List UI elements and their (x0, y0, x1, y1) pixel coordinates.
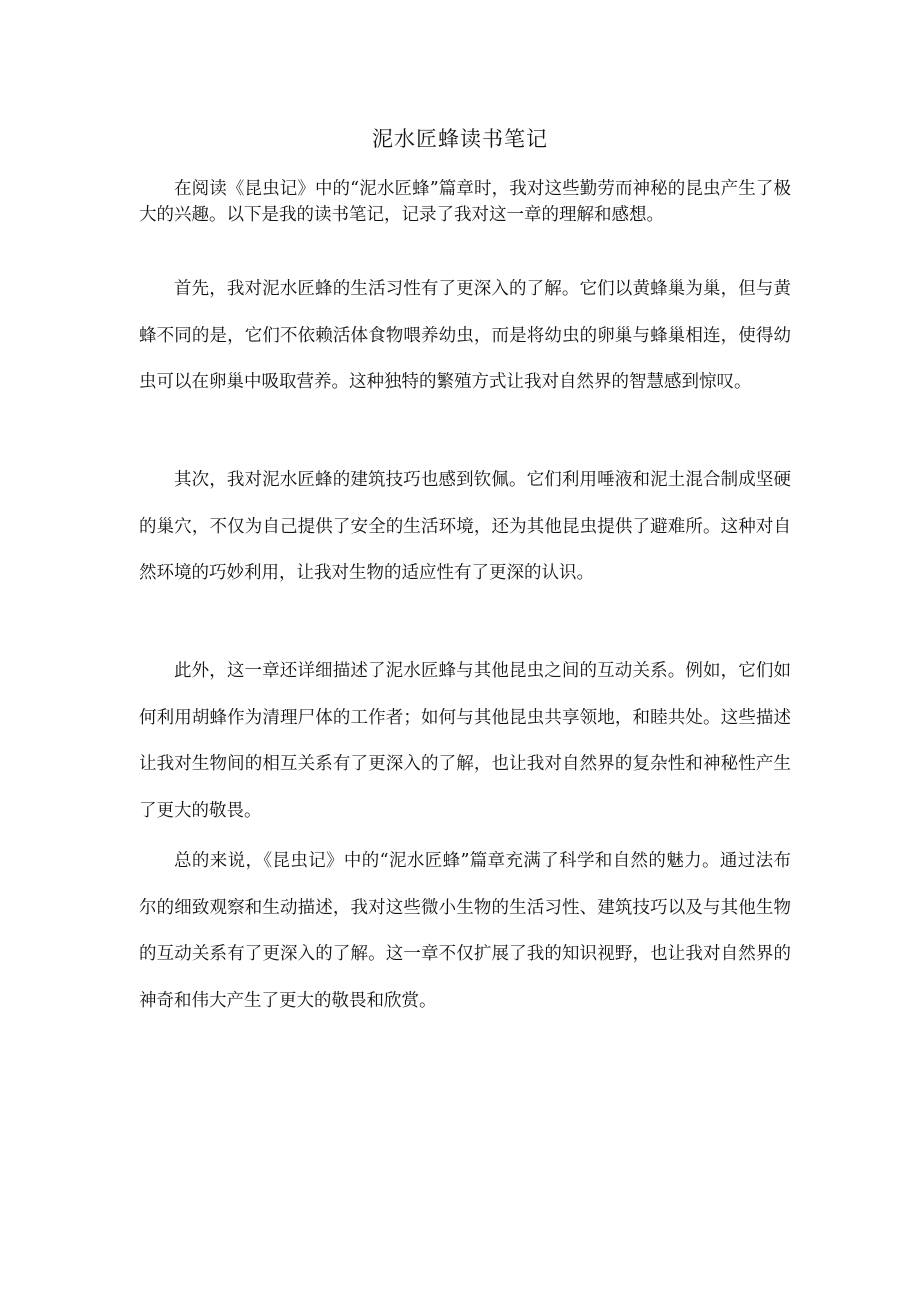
document-title: 泥水匠蜂读书笔记 (372, 127, 548, 151)
paragraph-life-habits: 首先，我对泥水匠蜂的生活习性有了更深入的了解。它们以黄蜂巢为巢，但与黄蜂不同的是，它们不依赖活体食物喂养幼虫，而是将幼虫的卵巢与蜂巢相连，使得幼虫可以在卵巢中吸取营养。这种独特的繁殖方式让我对自然界的智慧感到惊叹。 (139, 279, 791, 392)
paragraph-interactions: 此外，这一章还详细描述了泥水匠蜂与其他昆虫之间的互动关系。例如，它们如何利用胡蜂作为清理尸体的工作者；如何与其他昆虫共享领地，和睦共处。这些描述让我对生物间的相互关系有了更深入的了解，也让我对自然界的复杂性和神秘性产生了更大的敬畏。 (139, 661, 791, 821)
paragraph-intro: 在阅读《昆虫记》中的“泥水匠蜂”篇章时，我对这些勤劳而神秘的昆虫产生了极大的兴趣。以下是我的读书笔记，记录了我对这一章的理解和感想。 (139, 179, 791, 225)
paragraph-conclusion: 总的来说，《昆虫记》中的“泥水匠蜂”篇章充满了科学和自然的魅力。通过法布尔的细致观察和生动描述，我对这些微小生物的生活习性、建筑技巧以及与其他生物的互动关系有了更深入的了解。这一章不仅扩展了我的知识视野，也让我对自然界的神奇和伟大产生了更大的敬畏和欣赏。 (139, 851, 791, 1011)
paragraph-building-skills: 其次，我对泥水匠蜂的建筑技巧也感到钦佩。它们利用唾液和泥土混合制成坚硬的巢穴，不仅为自己提供了安全的生活环境，还为其他昆虫提供了避难所。这种对自然环境的巧妙利用，让我对生物的适应性有了更深的认识。 (139, 470, 791, 583)
